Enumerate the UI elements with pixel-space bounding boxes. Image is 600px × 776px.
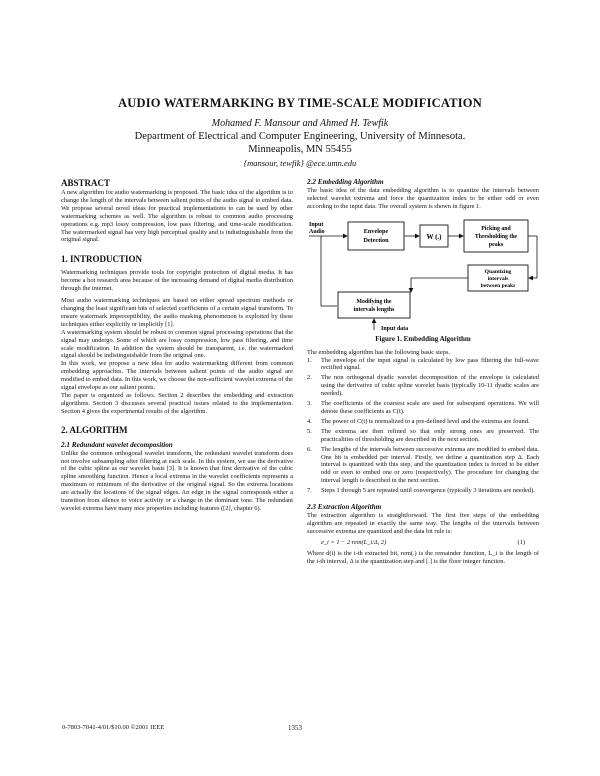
- subsection-2-2-heading: 2.2 Embedding Algorithm: [307, 178, 384, 186]
- page-number: 1353: [288, 724, 302, 732]
- left-column: [61, 178, 293, 513]
- list-item: 3. The coefficients of the coarsest scale are used for subsequent operations. We will denote these coefficients as C(t).: [307, 400, 539, 415]
- affiliation-line-1: Department of Electrical and Computer Engineering, University of Minnesota.: [134, 131, 466, 142]
- equation-number: (1): [517, 538, 525, 546]
- embedding-steps-list: [307, 357, 539, 496]
- steps-intro: The embedding algorithm has the following basic steps.: [307, 348, 451, 356]
- envelope-label-1: Envelope: [363, 227, 389, 235]
- intro-paragraph: In this work, we propose a new idea for audio watermarking different from common embedding approaches. The intervals between salient points of the audio signal are modified to embed data. In this work, we choose the non-sufficient wavelet extrema of the signal envelope as our salient points.: [61, 360, 293, 392]
- list-item: 1. The envelope of the input signal is calculated by low pass filtering the full-wave rectified signal.: [307, 356, 539, 372]
- equation-1: [307, 538, 539, 548]
- paper-title: AUDIO WATERMARKING BY TIME-SCALE MODIFICATION: [118, 96, 482, 110]
- subsection-2-1-text: Unlike the common orthogonal wavelet transform, the redundant wavelet transform does not involve subsampling after filtering at each scale. In this system, we use the derivative of the cubic spline as our wavelet basis [3]. It is known that first derivative of the cubic spline smoothing function. Hence a local extrema in the wavelet coefficients represents a maximum or minimum of the derivative of the original signal. So the extrema locations are actually the locations of the signal edges. An edge in the signal corresponds either a transition from silence to voice activity or a change in the dominant tone. The redundant wavelet extrema have many nice properties including features ([2], chapter 6).: [61, 449, 293, 512]
- embedding-block-diagram: [307, 214, 539, 332]
- subsection-2-3-text: The extraction algorithm is straightforward. The first five steps of the embedding algorithm are repeated in exactly the same way. The lengths of the intervals between successive extrema are quantized and the data bit rule is:: [307, 512, 539, 535]
- peak-label-2: Thresholding the: [474, 233, 518, 240]
- list-item: 6. The lengths of the intervals between successive extrema are modified to embed data. One bit is embedded per interval. Firstly, we define a quantization step Δ. Each interval is quantized with this step, and the quantization index is forced to be either odd or even to embed one or zero (respectively). The procedure for changing the interval length is described in the next section.: [307, 445, 539, 485]
- subsection-2-2-text: The basic idea of the data embedding algorithm is to quantize the intervals between selected wavelet extrema and force the quantization index to be either odd or even according to the input data. The overall system is shown in figure 1.: [307, 187, 539, 210]
- abstract-text: A new algorithm for audio watermarking is proposed. The basic idea of the algorithm is to change the length of the intervals between salient points of the audio signal to embed data. We propose several novel ideas for practical implementations to can be used by other watermarking schemes as well. The algorithm is robust to common audio processing operations e.g. mp3 lossy compression, low pass filtering, and time-scale modification. The watermarked signal has very high perceptual quality and is indistinguishable from the original signal.: [61, 189, 293, 244]
- intro-paragraph: A watermarking system should be robust to common signal processing operations that the signal may undergo. Some of which are lossy compression, low pass filtering, and time scale modification. In addition the system should be transparent, i.e. the watermarked signal should be indistinguishable from the original one.: [61, 328, 293, 360]
- peak-label-1: Picking and: [481, 225, 511, 232]
- copyright-line: 0-7803-7041-4/01/$10.00 ©2001 IEEE: [62, 724, 165, 731]
- subsection-2-3-after: Where d(i) is the i-th extracted bit, rem(.) is the remainder function, L_i is the length of the i-th interval, Δ is the quantization step and [.] is the floor integer function.: [307, 549, 539, 565]
- equation-text: e_i = 1 − 2·rem(L_i/Δ, 2): [321, 538, 387, 546]
- modify-label-2: intervals lengths: [353, 306, 395, 313]
- intro-paragraph: Watermarking techniques provide tools for copyright protection of digital media. It has become a hot research area because of the increasing demand of digital media distribution through the internet.: [61, 269, 293, 293]
- quant-label-3: between peaks: [480, 282, 516, 289]
- list-item: 7. Steps 1 through 5 are repeated until convergence (typically 3 iterations are needed).: [307, 487, 535, 495]
- modify-intervals-box: [338, 292, 410, 318]
- affiliation-line-2: Minneapolis, MN 55455: [248, 143, 352, 155]
- right-column: [307, 178, 539, 566]
- input-data-label: Input data: [381, 325, 409, 332]
- subsection-2-1-heading: 2.1 Redundant wavelet decomposition: [61, 440, 173, 449]
- quant-label-2: intervals: [487, 275, 509, 282]
- abstract-heading: ABSTRACT: [61, 178, 111, 188]
- email: {mansour, tewfik} @ece.umn.edu: [243, 158, 357, 168]
- algorithm-heading: 2. ALGORITHM: [61, 424, 128, 435]
- list-item: 2. The non orthogonal dyadic wavelet decomposition of the envelope is calculated using the derivative of cubic spline wavelet basis (typically 10-11 dyadic scales are needed).: [307, 374, 539, 398]
- w-label: W (.): [426, 232, 442, 241]
- intro-paragraph: Most audio watermarking techniques are based on either spread spectrum methods or changing the least significant bits of selected coefficients of a certain signal transform. To ensure watermark imperceptibility, the audio masking phenomenon is exploited by these techniques either explicitly or implicitly [1].: [61, 297, 293, 328]
- list-item: 4. The power of C(t) is normalized to a pre-defined level and the extrema are found.: [307, 417, 530, 425]
- modify-label-1: Modifying the: [356, 298, 392, 305]
- affiliation: [0, 131, 600, 156]
- envelope-detection-box: [348, 222, 404, 250]
- intro-heading: 1. INTRODUCTION: [61, 254, 143, 265]
- subsection-2-3-heading: 2.3 Extraction Algorithm: [307, 503, 382, 512]
- intro-paragraph: The paper is organized as follows. Section 2 describes the embedding and extraction algorithms. Section 3 discusses several practical issues related to the implementation. Section 4 gives the experimental results of the algorithm.: [61, 391, 293, 415]
- audio-label: Audio: [309, 228, 325, 235]
- quant-label-1: Quantizing: [484, 268, 512, 275]
- authors: Mohamed F. Mansour and Ahmed H. Tewfik: [211, 118, 389, 129]
- list-item: 5. The extrema are then refined so that only strong ones are preserved. The practicalities of thresholding are described in the next section.: [307, 427, 539, 443]
- envelope-label-2: Detection: [363, 236, 389, 244]
- peak-label-3: peaks: [488, 241, 504, 248]
- input-label: Input: [309, 221, 324, 228]
- figure-caption: Figure 1. Embedding Algorithm: [375, 334, 471, 343]
